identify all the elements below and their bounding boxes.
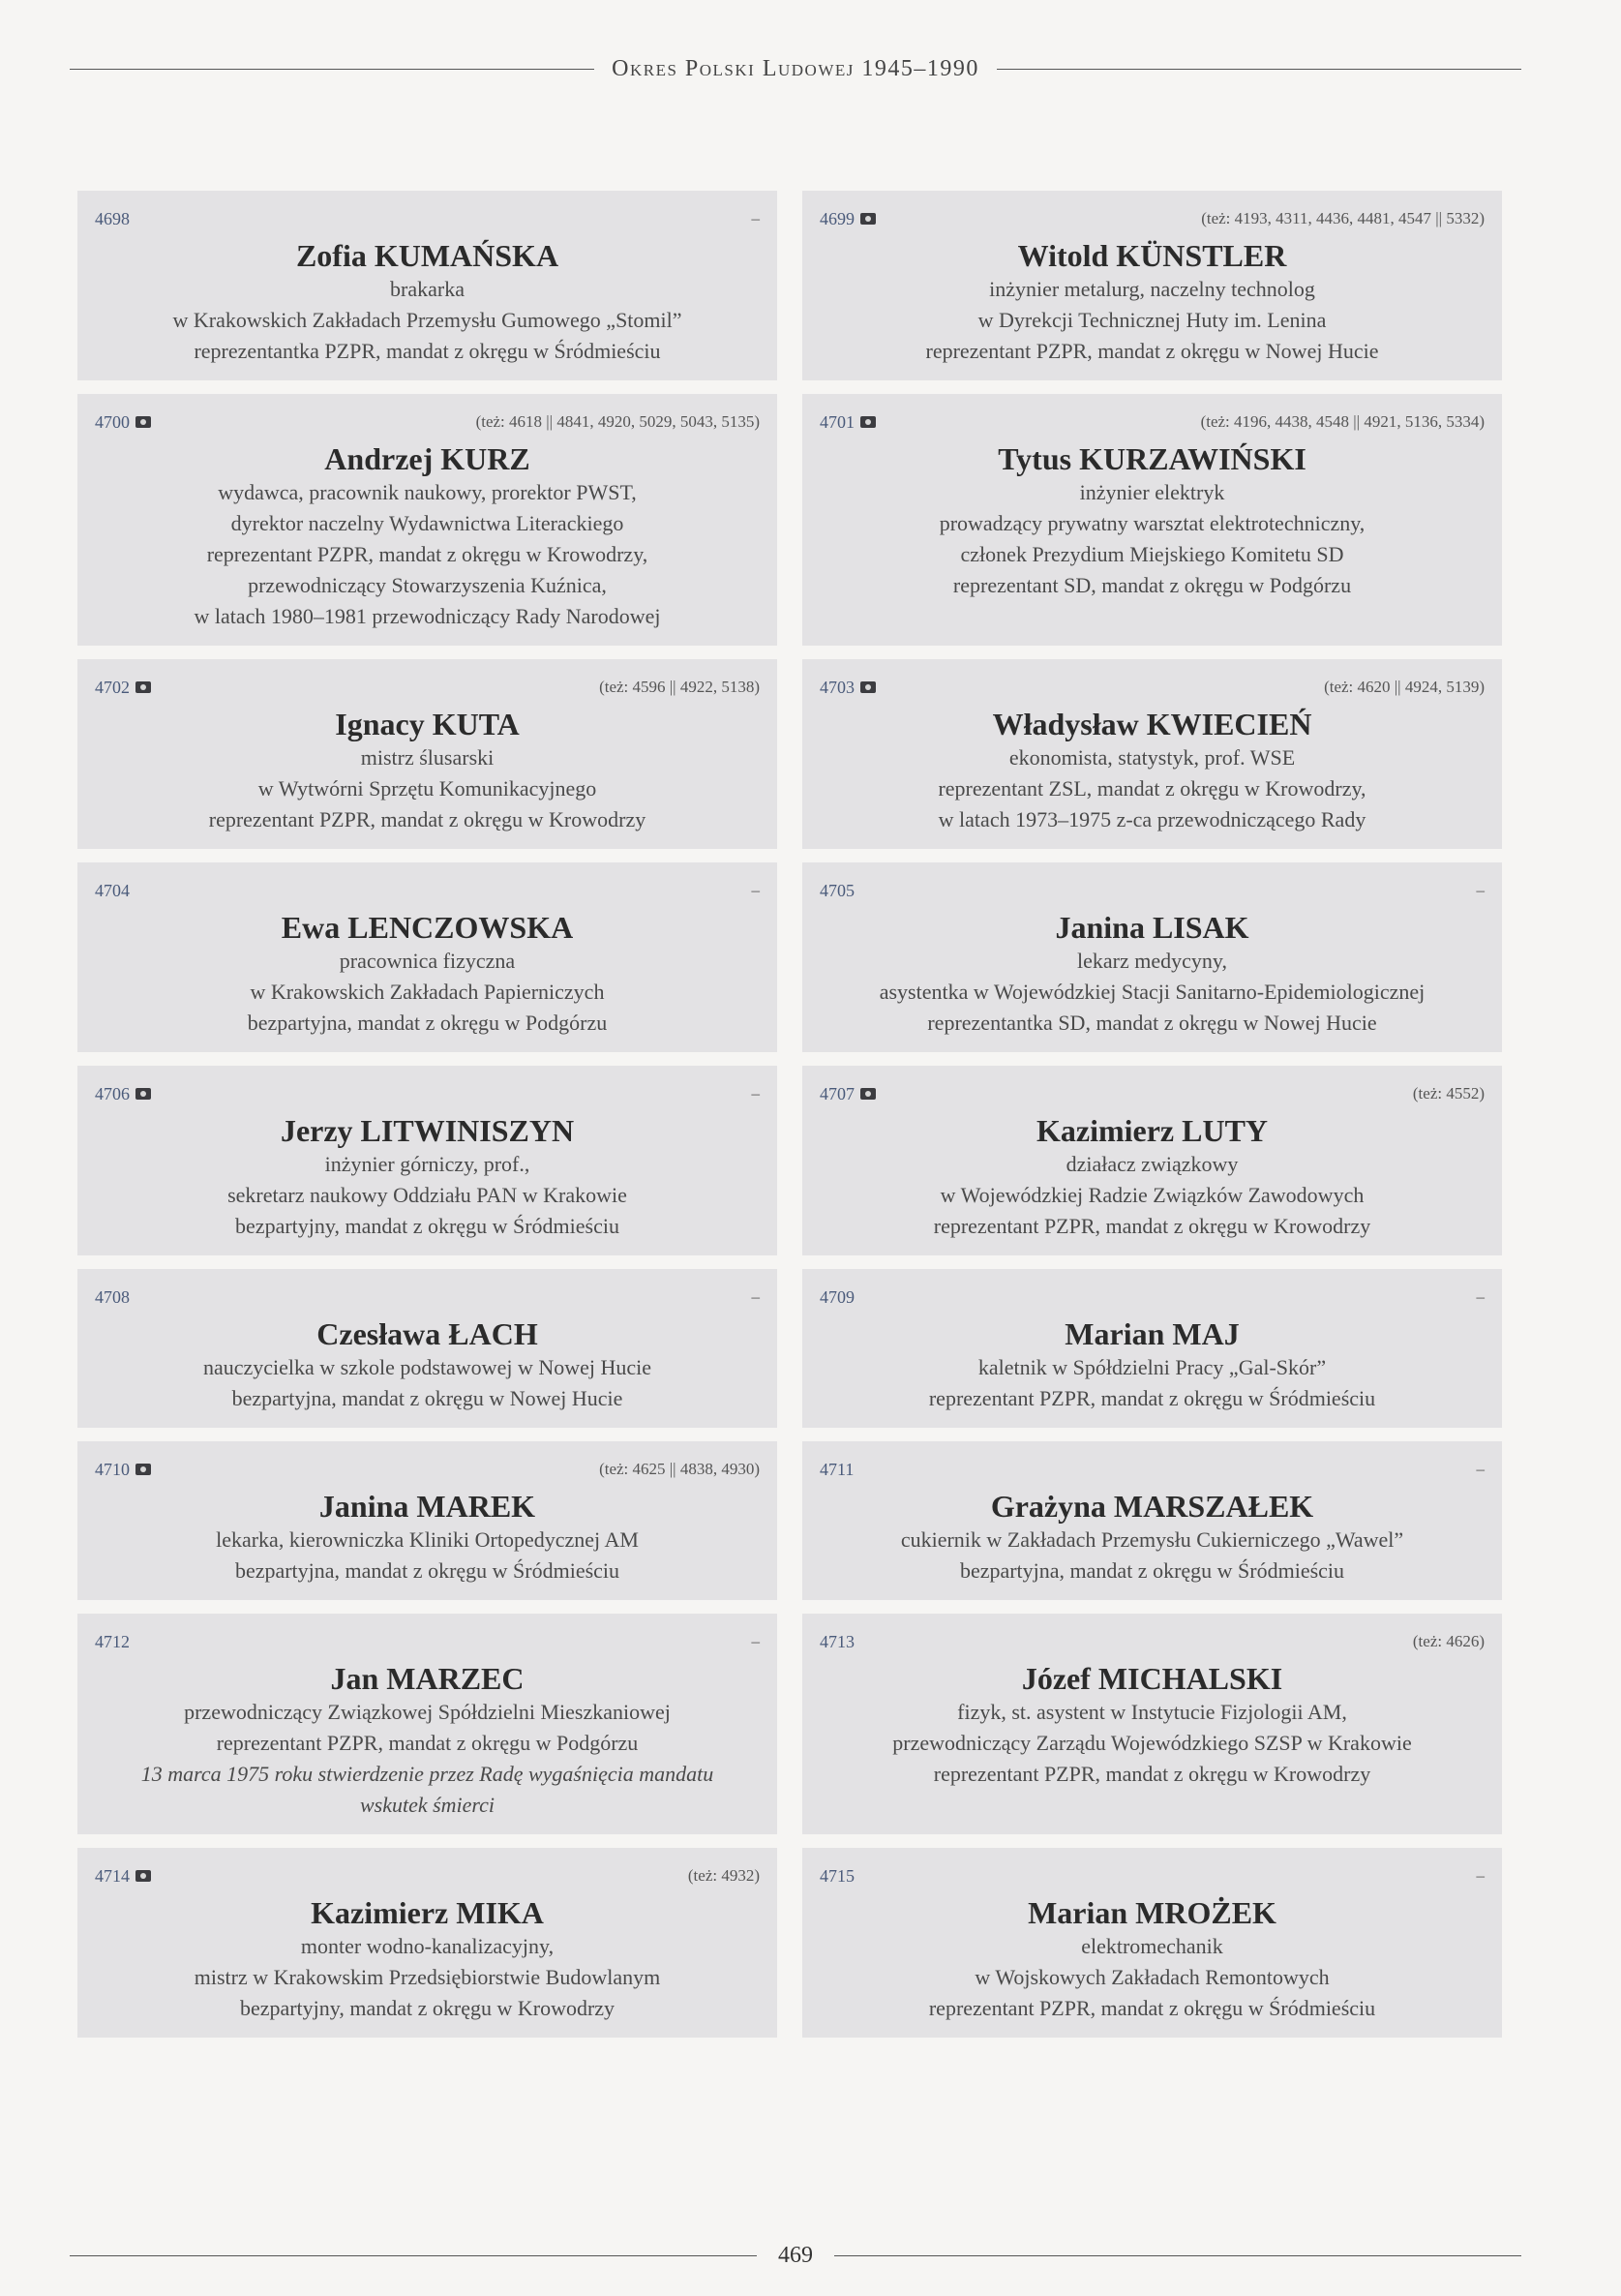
entry-detail-line: reprezentant PZPR, mandat z okręgu w Krowodrzy — [208, 807, 646, 831]
entry-cross-reference: – — [1476, 1287, 1485, 1306]
footer-rule-left — [70, 2255, 757, 2256]
entry-detail-line: w latach 1980–1981 przewodniczący Rady Narodowej — [194, 604, 661, 628]
entry-detail-line: inżynier metalurg, naczelny technolog — [989, 277, 1315, 301]
entry-cross-reference: (też: 4620 || 4924, 5139) — [1324, 678, 1485, 696]
camera-icon — [135, 1088, 151, 1100]
entry-header — [820, 878, 1485, 903]
camera-icon — [860, 213, 876, 225]
entry-cross-reference: (też: 4618 || 4841, 4920, 5029, 5043, 5135) — [475, 412, 760, 431]
entry-header — [820, 1629, 1485, 1654]
entry-cross-reference: – — [1476, 881, 1485, 899]
entry-number: 4714 — [95, 1865, 130, 1886]
entry-name: Kazimierz LUTY — [1036, 1113, 1269, 1148]
entry-header — [95, 675, 760, 700]
entry-cross-reference: – — [751, 1632, 760, 1650]
entry-number-group — [95, 1866, 151, 1887]
entry-detail-line: brakarka — [390, 277, 465, 301]
entry-number-group — [95, 1084, 151, 1104]
entry-detail-line: pracownica fizyczna — [339, 949, 516, 973]
entry-card — [77, 191, 777, 380]
entry-card — [77, 659, 777, 849]
entry-number-group — [95, 1287, 130, 1308]
entry-number: 4698 — [95, 208, 130, 228]
entry-number: 4708 — [95, 1286, 130, 1307]
entry-card — [802, 1066, 1502, 1255]
entry-card — [77, 394, 777, 646]
entry-header — [95, 409, 760, 435]
entry-name: Grażyna MARSZAŁEK — [990, 1489, 1314, 1524]
entry-number: 4712 — [95, 1631, 130, 1651]
entry-number: 4700 — [95, 411, 130, 432]
running-head — [70, 54, 1521, 83]
entry-detail-line: przewodniczący Związkowej Spółdzielni Mieszkaniowej — [184, 1700, 671, 1724]
entry-detail-line: reprezentant PZPR, mandat z okręgu w Krowodrzy — [933, 1214, 1371, 1238]
camera-icon — [135, 1870, 151, 1882]
entry-number: 4706 — [95, 1083, 130, 1103]
entry-card — [77, 1066, 777, 1255]
entry-number: 4699 — [820, 208, 855, 228]
entry-cross-reference: – — [751, 881, 760, 899]
entry-cross-reference: (też: 4596 || 4922, 5138) — [599, 678, 760, 696]
entry-cross-reference: (też: 4626) — [1412, 1632, 1485, 1650]
entry-card — [77, 1614, 777, 1834]
entry-name: Jan MARZEC — [330, 1661, 525, 1696]
entry-detail-line: członek Prezydium Miejskiego Komitetu SD — [960, 542, 1344, 566]
entry-number-group — [95, 1460, 151, 1480]
entry-card — [77, 1269, 777, 1428]
entry-detail-line: reprezentant PZPR, mandat z okręgu w Nowej Hucie — [925, 339, 1379, 363]
entry-card — [77, 1848, 777, 2038]
entry-detail-line: w latach 1973–1975 z-ca przewodniczącego Rady — [938, 807, 1366, 831]
entry-number: 4704 — [95, 880, 130, 900]
entry-number: 4710 — [95, 1459, 130, 1479]
entry-detail-line: bezpartyjna, mandat z okręgu w Śródmieściu — [234, 1558, 620, 1583]
entry-header — [820, 1284, 1485, 1310]
entry-header — [95, 1629, 760, 1654]
entry-cross-reference: – — [751, 209, 760, 227]
entry-header — [820, 1863, 1485, 1888]
entry-number-group — [820, 1287, 855, 1308]
entry-cross-reference: – — [751, 1287, 760, 1306]
entry-detail-line: działacz związkowy — [1066, 1152, 1239, 1176]
header-rule-left — [70, 69, 594, 70]
entry-detail-line: w Krakowskich Zakładach Papierniczych — [250, 980, 605, 1004]
entry-name: Witold KÜNSTLER — [1017, 238, 1287, 273]
entry-name: Ewa LENCZOWSKA — [281, 910, 574, 945]
entry-cross-reference: – — [1476, 1866, 1485, 1885]
entry-detail-line: reprezentant PZPR, mandat z okręgu w Śródmieściu — [928, 1996, 1376, 2020]
entry-detail-line: elektromechanik — [1081, 1934, 1223, 1958]
entry-number-group — [95, 678, 151, 698]
entry-header — [820, 1081, 1485, 1106]
camera-icon — [135, 681, 151, 693]
entry-detail-line: bezpartyjna, mandat z okręgu w Śródmieściu — [959, 1558, 1345, 1583]
entry-number-group — [820, 412, 876, 433]
entry-detail-line: reprezentant PZPR, mandat z okręgu w Śródmieściu — [928, 1386, 1376, 1410]
entry-detail-line: monter wodno-kanalizacyjny, — [300, 1934, 555, 1958]
entry-card — [802, 862, 1502, 1052]
entry-detail-line: lekarka, kierowniczka Kliniki Ortopedycznej AM — [216, 1527, 639, 1552]
entry-number-group — [820, 1632, 855, 1652]
entry-header — [95, 878, 760, 903]
entry-cross-reference: – — [1476, 1460, 1485, 1478]
entry-number-group — [820, 881, 855, 901]
camera-icon — [860, 1088, 876, 1100]
camera-icon — [135, 1464, 151, 1475]
page-title: Okres Polski Ludowej 1945–1990 — [612, 55, 979, 81]
entry-detail-line: prowadzący prywatny warsztat elektrotechniczny, — [939, 511, 1366, 535]
entry-number: 4707 — [820, 1083, 855, 1103]
entry-name: Tytus KURZAWIŃSKI — [998, 441, 1306, 476]
entry-name: Czesława ŁACH — [316, 1316, 538, 1351]
entry-detail-line: lekarz medycyny, — [1077, 949, 1227, 973]
entry-detail-line: ekonomista, statystyk, prof. WSE — [1008, 745, 1296, 770]
entry-number-group — [820, 1866, 855, 1887]
entry-cross-reference: (też: 4552) — [1412, 1084, 1485, 1103]
entry-cross-reference: (też: 4196, 4438, 4548 || 4921, 5136, 5334) — [1200, 412, 1485, 431]
entry-detail-line: bezpartyjny, mandat z okręgu w Śródmieściu — [235, 1214, 619, 1238]
entry-card — [77, 1441, 777, 1600]
entry-detail-line: reprezentant PZPR, mandat z okręgu w Krowodrzy — [933, 1762, 1371, 1786]
entry-header — [95, 1284, 760, 1310]
entry-detail-line: dyrektor naczelny Wydawnictwa Literackiego — [230, 511, 624, 535]
entry-detail-line: reprezentantka PZPR, mandat z okręgu w Śródmieściu — [194, 339, 661, 363]
entry-detail-line: asystentka w Wojewódzkiej Stacji Sanitarno-Epidemiologicznej — [879, 980, 1426, 1004]
entry-detail-line: reprezentant ZSL, mandat z okręgu w Krowodrzy, — [938, 776, 1366, 801]
page-footer — [70, 2241, 1521, 2270]
entry-number-group — [95, 1632, 130, 1652]
entries-grid — [77, 191, 1502, 2038]
entry-detail-line: inżynier elektryk — [1079, 480, 1225, 504]
entry-detail-line: w Wojewódzkiej Radzie Związków Zawodowych — [940, 1183, 1365, 1207]
page-number: 469 — [778, 2242, 813, 2268]
entry-header — [820, 409, 1485, 435]
entry-number: 4715 — [820, 1865, 855, 1886]
entry-name: Jerzy LITWINISZYN — [280, 1113, 575, 1148]
entry-cross-reference: – — [751, 1084, 760, 1103]
entry-cross-reference: (też: 4932) — [687, 1866, 760, 1885]
camera-icon — [860, 416, 876, 428]
camera-icon — [135, 416, 151, 428]
entry-header — [820, 1457, 1485, 1482]
entry-name: Józef MICHALSKI — [1021, 1661, 1283, 1696]
entry-number-group — [95, 209, 130, 229]
entry-detail-line: reprezentantka SD, mandat z okręgu w Nowej Hucie — [927, 1011, 1377, 1035]
entry-detail-line: mistrz ślusarski — [360, 745, 495, 770]
entry-detail-line: w Dyrekcji Technicznej Huty im. Lenina — [977, 308, 1327, 332]
entry-card — [802, 394, 1502, 646]
entry-detail-line: reprezentant PZPR, mandat z okręgu w Krowodrzy, — [206, 542, 648, 566]
entry-number: 4711 — [820, 1459, 855, 1479]
entry-cross-reference: (też: 4625 || 4838, 4930) — [599, 1460, 760, 1478]
entry-detail-line: reprezentant SD, mandat z okręgu w Podgórzu — [952, 573, 1352, 597]
camera-icon — [860, 681, 876, 693]
entry-card — [802, 1441, 1502, 1600]
entry-detail-line: bezpartyjna, mandat z okręgu w Nowej Hucie — [231, 1386, 623, 1410]
entry-card — [802, 1614, 1502, 1834]
entry-detail-line: przewodniczący Stowarzyszenia Kuźnica, — [248, 573, 607, 597]
entry-number: 4705 — [820, 880, 855, 900]
entry-cross-reference: (też: 4193, 4311, 4436, 4481, 4547 || 5332) — [1201, 209, 1485, 227]
entry-name: Zofia KUMAŃSKA — [295, 238, 559, 273]
entry-number-group — [820, 209, 876, 229]
entry-detail-line: bezpartyjny, mandat z okręgu w Krowodrzy — [239, 1996, 615, 2020]
entry-detail-line: kaletnik w Spółdzielni Pracy „Gal-Skór” — [977, 1355, 1327, 1379]
entry-detail-line: w Krakowskich Zakładach Przemysłu Gumowego „Stomil” — [172, 308, 682, 332]
entry-detail-line: mistrz w Krakowskim Przedsiębiorstwie Budowlanym — [194, 1965, 661, 1989]
entry-number-group — [820, 1460, 854, 1480]
entry-number-group — [95, 881, 130, 901]
entry-number-group — [820, 678, 876, 698]
entry-number-group — [820, 1084, 876, 1104]
entry-detail-line: cukiernik w Zakładach Przemysłu Cukierniczego „Wawel” — [900, 1527, 1404, 1552]
entry-detail-line: wydawca, pracownik naukowy, prorektor PWST, — [218, 480, 637, 504]
entry-card — [802, 1848, 1502, 2038]
entry-note-line: wskutek śmierci — [359, 1793, 495, 1817]
entry-name: Janina MAREK — [318, 1489, 536, 1524]
entry-header — [95, 206, 760, 231]
entry-header — [95, 1081, 760, 1106]
entry-detail-line: reprezentant PZPR, mandat z okręgu w Podgórzu — [216, 1731, 639, 1755]
entry-header — [95, 1863, 760, 1888]
entry-detail-line: bezpartyjna, mandat z okręgu w Podgórzu — [247, 1011, 608, 1035]
entry-name: Andrzej KURZ — [324, 441, 530, 476]
entry-header — [95, 1457, 760, 1482]
entry-detail-line: w Wytwórni Sprzętu Komunikacyjnego — [257, 776, 597, 801]
entry-name: Janina LISAK — [1055, 910, 1249, 945]
entry-name: Kazimierz MIKA — [311, 1895, 544, 1930]
entry-card — [802, 1269, 1502, 1428]
entry-note-line: 13 marca 1975 roku stwierdzenie przez Radę wygaśnięcia mandatu — [140, 1762, 714, 1786]
entry-detail-line: sekretarz naukowy Oddziału PAN w Krakowie — [227, 1183, 627, 1207]
entry-number: 4702 — [95, 677, 130, 697]
entry-detail-line: fizyk, st. asystent w Instytucie Fizjologii AM, — [957, 1700, 1347, 1724]
entry-card — [802, 191, 1502, 380]
entry-card — [802, 659, 1502, 849]
entry-name: Marian MROŻEK — [1028, 1895, 1276, 1930]
entry-name: Ignacy KUTA — [335, 707, 520, 741]
entry-header — [820, 675, 1485, 700]
entry-number-group — [95, 412, 151, 433]
entry-card — [77, 862, 777, 1052]
entry-detail-line: nauczycielka w szkole podstawowej w Nowej Hucie — [202, 1355, 652, 1379]
entry-name: Marian MAJ — [1065, 1316, 1240, 1351]
entry-detail-line: przewodniczący Zarządu Wojewódzkiego SZSP w Krakowie — [892, 1731, 1412, 1755]
entry-name: Władysław KWIECIEŃ — [992, 707, 1312, 741]
entry-number: 4703 — [820, 677, 855, 697]
entry-number: 4701 — [820, 411, 855, 432]
entry-detail-line: inżynier górniczy, prof., — [324, 1152, 530, 1176]
footer-rule-right — [834, 2255, 1521, 2256]
entry-number: 4713 — [820, 1631, 855, 1651]
entry-header — [820, 206, 1485, 231]
header-rule-right — [997, 69, 1521, 70]
entry-detail-line: w Wojskowych Zakładach Remontowych — [975, 1965, 1330, 1989]
entry-number: 4709 — [820, 1286, 855, 1307]
